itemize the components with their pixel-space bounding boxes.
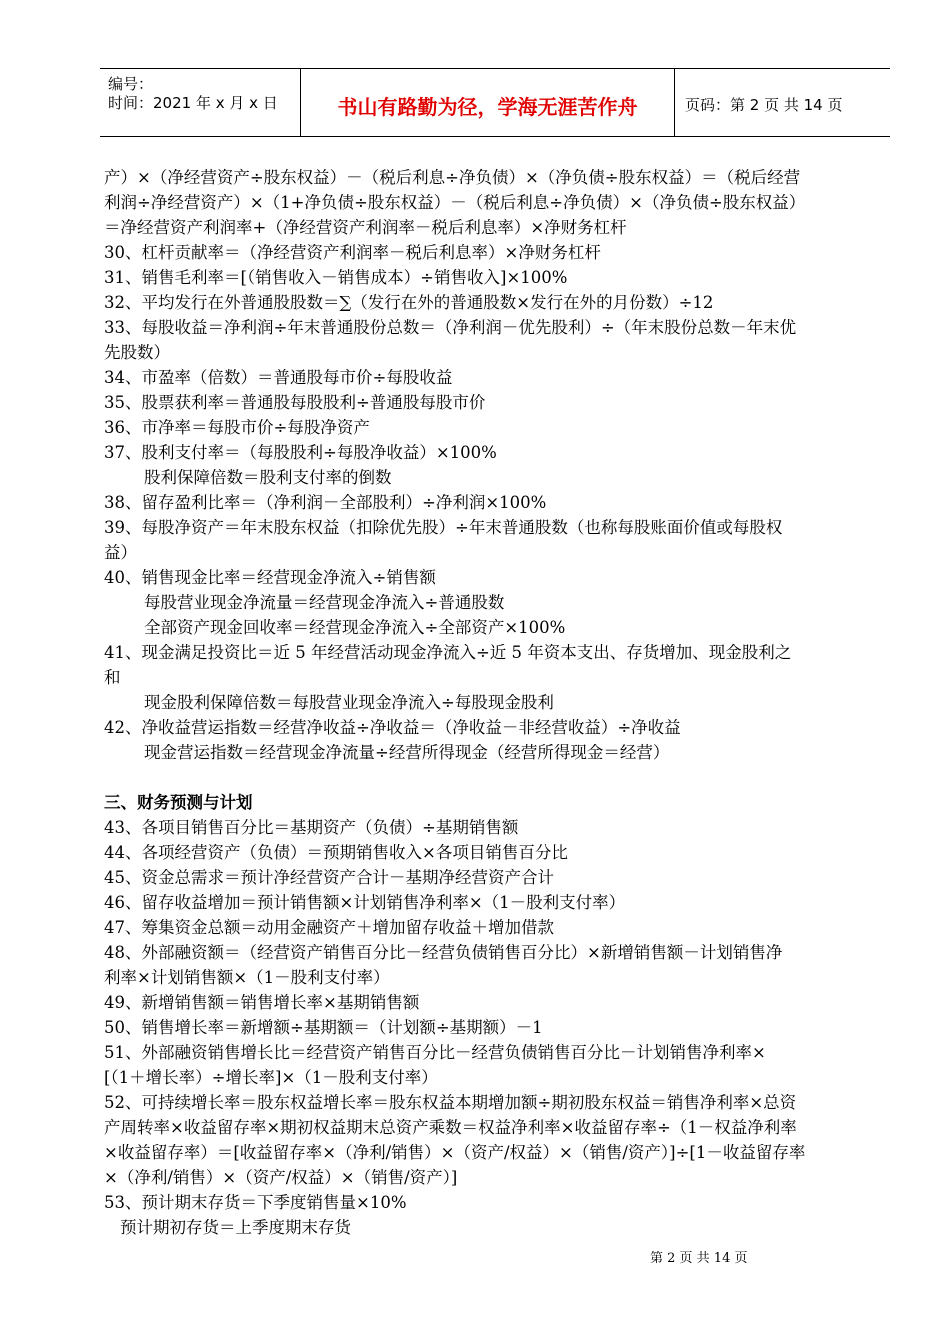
text-line: 46、留存收益增加＝预计销售额×计划销售净利率×（1－股利支付率）	[104, 893, 626, 912]
section-heading: 三、财务预测与计划	[104, 793, 253, 812]
text-line: 37、股利支付率＝（每股股利÷每股净收益）×100%	[104, 443, 497, 462]
text-line: 40、销售现金比率＝经营现金净流入÷销售额	[104, 568, 436, 587]
text-line: 现金营运指数＝经营现金净流量÷经营所得现金（经营所得现金＝经营）	[144, 743, 670, 762]
text-line: 47、筹集资金总额＝动用金融资产＋增加留存收益＋增加借款	[104, 918, 554, 937]
text-line: ＝净经营资产利润率+（净经营资产利润率－税后利息率）×净财务杠杆	[104, 218, 627, 237]
text-line: [（1＋增长率）÷增长率]×（1－股利支付率）	[104, 1068, 438, 1087]
text-line: 51、外部融资销售增长比＝经营资产销售百分比－经营负债销售百分比－计划销售净利率×	[104, 1043, 766, 1062]
text-line: 41、现金满足投资比＝近 5 年经营活动现金净流入÷近 5 年资本支出、存货增加、现金股利之	[104, 643, 792, 662]
header-meta-cell	[100, 69, 301, 136]
motto-text: 书山有路勤为径，学海无涯苦作舟	[337, 95, 638, 119]
text-line: ×（净利/销售）×（资产/权益）×（销售/资产）]	[104, 1168, 458, 1187]
number-label: 编号：	[108, 75, 154, 93]
text-line: 每股营业现金净流量＝经营现金净流入÷普通股数	[144, 593, 505, 612]
text-line: 38、留存盈利比率＝（净利润－全部股利）÷净利润×100%	[104, 493, 547, 512]
text-line: 产）×（净经营资产÷股东权益）－（税后利息÷净负债）×（净负债÷股东权益）＝（税后经营	[104, 168, 801, 187]
text-line: 50、销售增长率＝新增额÷基期额＝（计划额÷基期额）－1	[104, 1018, 543, 1037]
text-line: 43、各项目销售百分比＝基期资产（负债）÷基期销售额	[104, 818, 519, 837]
header-page-cell	[675, 69, 890, 136]
text-line: 34、市盈率（倍数）＝普通股每市价÷每股收益	[104, 368, 453, 387]
text-line: 和	[104, 668, 121, 687]
text-line: 44、各项经营资产（负债）＝预期销售收入×各项目销售百分比	[104, 843, 568, 862]
text-line: 产周转率×收益留存率×期初权益期末总资产乘数＝权益净利率×收益留存率÷（1－权益净利率	[104, 1118, 797, 1137]
text-line: 32、平均发行在外普通股股数＝∑（发行在外的普通股数×发行在外的月份数）÷12	[104, 293, 714, 312]
header-motto-cell	[301, 69, 675, 136]
text-line: 先股数）	[104, 343, 170, 362]
text-line: 股利保障倍数＝股利支付率的倒数	[144, 468, 392, 487]
text-line: 49、新增销售额＝销售增长率×基期销售额	[104, 993, 420, 1012]
text-line: 45、资金总需求＝预计净经营资产合计－基期净经营资产合计	[104, 868, 554, 887]
time-label: 时间：2021 年 x 月 x 日	[108, 94, 278, 112]
page-header	[100, 68, 890, 137]
text-line: 30、杠杆贡献率＝（净经营资产利润率－税后利息率）×净财务杠杆	[104, 243, 601, 262]
text-line: 31、销售毛利率＝[（销售收入－销售成本）÷销售收入]×100%	[104, 268, 568, 287]
text-line: 33、每股收益＝净利润÷年末普通股份总数＝（净利润－优先股利）÷（年末股份总数－年末优	[104, 318, 797, 337]
text-line: 预计期初存货＝上季度期末存货	[120, 1218, 351, 1237]
text-line: 48、外部融资额＝（经营资产销售百分比－经营负债销售百分比）×新增销售额－计划销售净	[104, 943, 783, 962]
page-info: 页码：第 2 页 共 14 页	[685, 96, 843, 114]
text-line: 全部资产现金回收率＝经营现金净流入÷全部资产×100%	[144, 618, 566, 637]
text-line: 42、净收益营运指数＝经营净收益÷净收益＝（净收益－非经营收益）÷净收益	[104, 718, 681, 737]
text-line: 35、股票获利率＝普通股每股股利÷普通股每股市价	[104, 393, 486, 412]
text-line: 现金股利保障倍数＝每股营业现金净流入÷每股现金股利	[144, 693, 554, 712]
text-line: 39、每股净资产＝年末股东权益（扣除优先股）÷年末普通股数（也称每股账面价值或每股权	[104, 518, 783, 537]
text-line: 53、预计期末存货＝下季度销售量×10%	[104, 1193, 407, 1212]
text-line: 52、可持续增长率＝股东权益增长率＝股东权益本期增加额÷期初股东权益＝销售净利率×总资	[104, 1093, 797, 1112]
text-line: 利率×计划销售额×（1－股利支付率）	[104, 968, 390, 987]
text-line: ×收益留存率）＝[收益留存率×（净利/销售）×（资产/权益）×（销售/资产）]÷[1－收益留存率	[104, 1143, 806, 1162]
page-footer: 第 2 页 共 14 页	[650, 1251, 748, 1266]
text-line: 利润÷净经营资产）×（1+净负债÷股东权益）－（税后利息÷净负债）×（净负债÷股东权益）	[104, 193, 806, 212]
text-line: 益）	[104, 543, 137, 562]
text-line: 36、市净率＝每股市价÷每股净资产	[104, 418, 370, 437]
